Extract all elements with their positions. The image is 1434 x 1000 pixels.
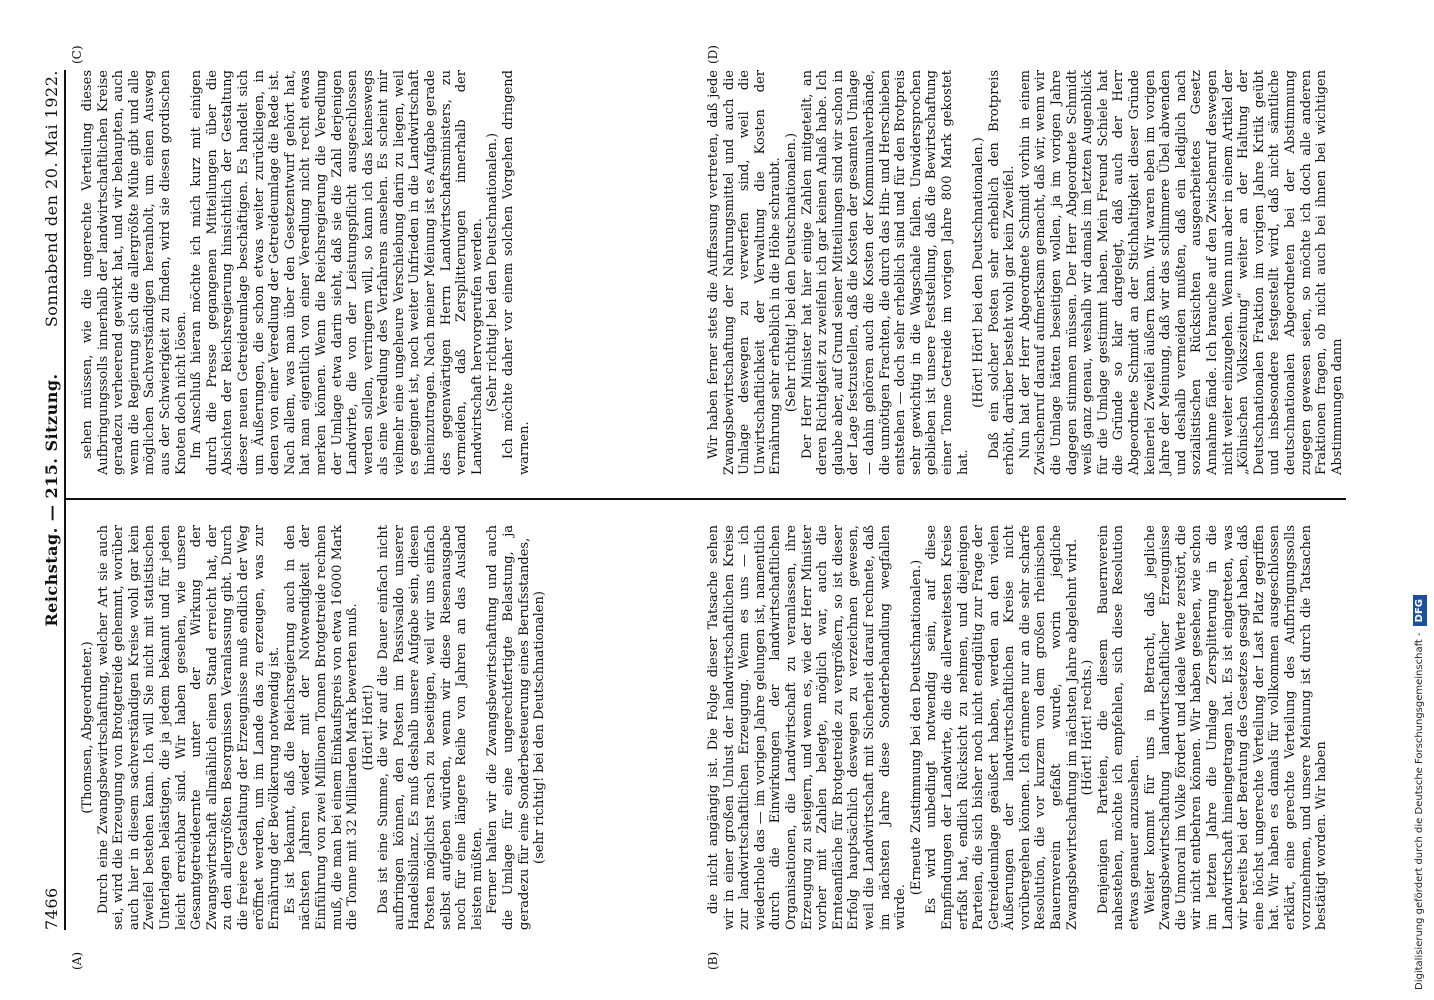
paragraph: Der Herr Minister hat hier einige Zahlen mitgeteilt, an deren Richtigkeit zu zweifeln ich gar keinen Anlaß habe. Ich glaube aber, auf Grund seiner Mitteilungen sind wir schon in der Lage festzustellen, daß die Kosten der gesamten Umlage — dahin gehören auch die Kosten der Kommunalverbände, die unnötigen Frachten, die durch das Hin- und Herschieben entstehen — doch sehr erheblich sind und für den Brotpreis sehr gewichtig in die Wagschale fallen. Unwidersprochen geblieben ist unsere Feststellung, daß die Bewirtschaftung einer Tonne Getreide im vorigen Jahre 800 Mark gekostet hat.: [799, 70, 971, 475]
paragraph: Nun hat der Herr Abgeordnete Schmidt vorhin in einem Zwischenruf darauf aufmerksam gemacht, daß wir, wenn wir die Umlage hätten beseitigen wollen, ja im vorigen Jahre dagegen stimmen müssen. Der Herr Abgeordnete Schmidt weiß ganz genau, weshalb wir damals im letzten Augenblick für die Umlage gestimmt haben. Mein Freund Schiele hat die Gründe so klar dargelegt, daß auch der Herr Abgeordnete Schmidt an der Stichhaltigkeit dieser Gründe keinerlei Zweifel äußern kann. Wir waren eben im vorigen Jahre der Meinung, daß wir das schlimmere Übel abwenden und deshalb vermeiden mußten, daß ein lediglich nach sozialistischen Rücksichten ausgearbeitetes Gesetz Annahme fände. Ich brauche auf den Zwischenruf deswegen nicht weiter einzugehen. Wenn nun aber in einem Artikel der „Kölnischen Volkszeitung“ weiter an der Haltung der Deutschnationalen Fraktion im vorigen Jahre Kritik geübt und insbesondere festgestellt wird, daß nicht sämtliche deutschnationalen Abgeordneten bei der Abstimmung zugegen gewesen seien, so möchte ich doch alle anderen Fraktionen fragen, ob nicht auch bei ihnen bei wichtigen Abstimmungen dann: [1017, 70, 1345, 475]
column-right-bottom: [706, 70, 1345, 475]
paragraph: Im Anschluß hieran möchte ich mich kurz mit einigen durch die Presse gegangenen Mitteilungen über die Absichten der Reichsregierung hinsichtlich der Gestaltung dieser neuen Getreideumlage beschäftigen. Es handelt sich um Äußerungen, die schon etwas weiter zurückliegen, in denen von einer Veredlung der Getreideumlage die Rede ist. Nach allem, was man über den Gesetzentwurf gehört hat, hat man eigentlich von einer Veredlung nicht recht etwas merken können. Wenn die Reichsregierung die Veredlung der Umlage etwa darin sieht, daß sie die Zahl derjenigen Landwirte, die von der Leistungspflicht ausgeschlossen werden sollen, verringern will, so kann ich das keineswegs als eine Veredlung des Verfahrens ansehen. Es scheint mir vielmehr eine ungeheure Verschiebung darin zu liegen, weil es geeignet ist, noch weiter Unfrieden in die Landwirtschaft hineinzutragen. Nach meiner Meinung ist es Aufgabe gerade des gegenwärtigen Herrn Landwirtschaftsministers, zu vermeiden, daß Zersplitterungen innerhalb der Landwirtschaft hervorgerufen werden.: [189, 70, 485, 475]
digitization-credit: [1410, 10, 1430, 990]
text-columns: [66, 45, 1346, 970]
interjection: (Erneute Zustimmung bei den Deutschnationalen.): [908, 559, 924, 896]
paragraph: Ich möchte daher vor einem solchen Vorgehen dringend warnen.: [501, 70, 532, 475]
paragraph: sehen müssen, wie die ungerechte Verteilung dieses Aufbringungssolls innerhalb der landwirtschaftlichen Kreise geradezu verheerend gewirkt hat, und wir behaupten, auch wenn die Regierung sich die allergrößte Mühe gibt und alle möglichen Sachverständigen heranholt, um einen Ausweg aus der Schwierigkeit zu finden, wird sie diesen gordischen Knoten doch nicht lösen.: [80, 70, 189, 475]
column-divider: [66, 498, 1346, 500]
credit-text-line: [1410, 10, 1430, 990]
session-date: Sonnabend den 20. Mai 1922.: [42, 70, 61, 328]
session-title: Reichstag. — 215. Sitzung.: [42, 373, 61, 627]
margin-marker-b: (B): [706, 951, 720, 970]
interjection: (Sehr richtig! bei den Deutschnationalen.): [783, 132, 799, 413]
interjection: (sehr richtig! bei den Deutschnationalen): [532, 591, 548, 864]
paragraph: (Thomsen, Abgeordneter.): [80, 641, 95, 814]
column-right-top: [80, 70, 670, 475]
dfg-logo: DFG: [1413, 595, 1427, 626]
margin-marker-c: (C): [70, 45, 84, 64]
paragraph: Ferner halten wir die Zwangsbewirtschaftung und auch die Umlage für eine ungerechtfertigte Belastung, ja geradezu für eine Sonderbesteuerung eines Berufsstandes,: [485, 525, 532, 930]
credit-text: Digitalisierung gefördert durch die Deutsche Forschungsgemeinschaft -: [1414, 632, 1425, 990]
column-left-bottom: [706, 525, 1330, 930]
paragraph: Es ist bekannt, daß die Reichsregierung auch in den nächsten Jahren wieder mit der Notwendigkeit der Einführung von zwei Millionen Tonnen Brotgetreide rechnen muß, die man bei einem Einkaufspreis von etwa 16000 Mark die Tonne mit 32 Milliarden Mark bewerten muß.: [282, 525, 361, 930]
margin-marker-a: (A): [70, 951, 84, 970]
paragraph: Es wird unbedingt notwendig sein, auf diese Empfindungen der Landwirte, die die allerweitesten Kreise erfaßt hat, endlich Rücksicht zu nehmen, und diejenigen Parteien, die sich bisher noch nicht endgültig zur Frage der Getreideumlage geäußert haben, werden an den vielen Äußerungen der landwirtschaftlichen Kreise nicht vorübergehen können. Ich erinnere nur an die sehr scharfe Resolution, die vor kurzem von dem großen rheinischen Bauernverein gefaßt wurde, worin jegliche Zwangsbewirtschaftung im nächsten Jahre abgelehnt wird.: [924, 525, 1080, 930]
interjection: (Hört! Hört! rechts.): [1080, 659, 1096, 796]
paragraph: Daß ein solcher Posten sehr erheblich den Brotpreis erhöht, darüber besteht wohl gar kein Zweifel.: [986, 70, 1018, 475]
paragraph: Denjenigen Parteien, die diesem Bauernverein nahestehen, möchte ich empfehlen, sich diese Resolution etwas genauer anzusehen.: [1095, 525, 1143, 930]
column-left-top: [80, 525, 670, 930]
paragraph: die nicht angängig ist. Die Folge dieser Tatsache sehen wir in einer großen Unlust der landwirtschaftlichen Kreise zur landwirtschaftlichen Erzeugung. Wenn es uns — ich wiederhole das — im vorigen Jahre gelungen ist, namentlich durch die Einwirkungen der landwirtschaftlichen Organisationen, die Landwirtschaft zu veranlassen, ihre Erzeugung zu steigern, und wenn es, wie der Herr Minister vorher mit Zahlen belegte, möglich war, auch die Ernteanfläche für Brotgetreide zu vergrößern, so ist dieser Erfolg hauptsächlich deswegen zu verzeichnen gewesen, weil die Landwirtschaft mit Sicherheit darauf rechnete, daß im nächsten Jahre diese Sonderbehandlung wegfallen würde.: [706, 525, 909, 930]
margin-marker-d: (D): [706, 45, 720, 64]
page-number: 7466: [42, 887, 61, 930]
interjection: (Hört! Hört! bei den Deutschnationalen.): [971, 137, 987, 408]
paragraph: Weiter kommt für uns in Betracht, daß jegliche Zwangsbewirtschaftung landwirtschaftlicher Erzeugnisse die Unmoral im Volke fördert und ideale Werte zerstört, die wir nicht entbehren können. Wir haben gesehen, wie schon im letzten Jahre die Umlage Zersplitterung in die Landwirtschaft hineingetragen hat. Es ist eingetreten, was wir bereits bei der Beratung des Gesetzes gesagt haben, daß eine höchst ungerechte Verteilung der Last Platz gegriffen hat. Wir haben es damals für vollkommen ausgeschlossen erklärt, eine gerechte Verteilung des Aufbringungssolls vorzunehmen, und unsere Meinung ist durch die Tatsachen bestätigt worden. Wir haben: [1142, 525, 1330, 930]
interjection: (Hört! Hört!): [360, 684, 376, 771]
paragraph: Durch eine Zwangsbewirtschaftung, welcher Art sie auch sei, wird die Erzeugung von Brotgetreide gehemmt, worüber auch hier in diesem sachverständigen Kreise wohl gar kein Zweifel bestehen kann. Ich will Sie nicht mit statistischen Unterlagen belästigen, die ja jedem bekannt und für jeden leicht erreichbar sind. Wir haben gesehen, wie unsere Gesamtgetreideernte unter der Wirkung der Zwangswirtschaft allmählich einen Stand erreicht hat, der zu den allergrößten Besorgnissen Veranlassung gibt. Durch die freiere Gestaltung der Erzeugnisse muß endlich der Weg eröffnet werden, um im Lande das zu erzeugen, was zur Ernährung der Bevölkerung notwendig ist.: [95, 525, 283, 930]
paragraph: Wir haben ferner stets die Auffassung vertreten, daß jede Zwangsbewirtschaftung der Nahrungsmittel und auch die Umlage deswegen zu verwerfen sind, weil die Unwirtschaftlichkeit der Verwaltung die Kosten der Ernährung sehr erheblich in die Höhe schraubt.: [706, 70, 784, 475]
interjection: (Sehr richtig! bei den Deutschnationalen.): [485, 132, 501, 413]
page-header: [40, 70, 66, 930]
paragraph: Das ist eine Summe, die wir auf die Dauer einfach nicht aufbringen können, den Posten im Passivsaldo unserer Handelsbilanz. Es muß deshalb unsere Aufgabe sein, diesen Posten möglichst rasch zu beseitigen, weil wir uns einfach selbst aufgeben würden, wenn wir diese Riesenausgabe noch für eine längere Reihe von Jahren an das Ausland leisten müßten.: [376, 525, 485, 930]
